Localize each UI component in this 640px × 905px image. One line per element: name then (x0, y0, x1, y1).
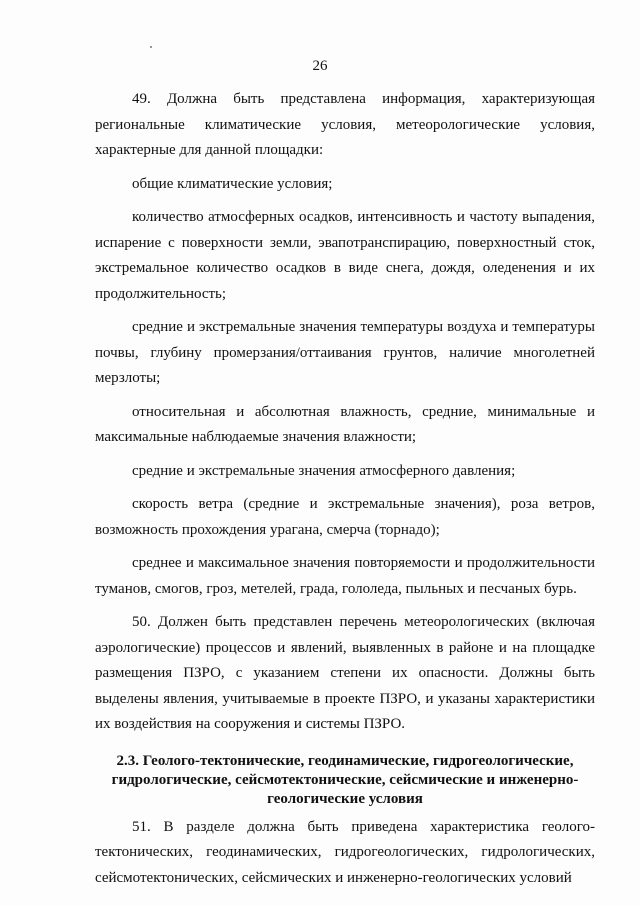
list-item-precipitation: количество атмосферных осадков, интенсивность и частоту выпадения, испарение с поверхности земли, эвапотранспирацию, поверхностный сток, экстремальное количество осадков в виде снега, дождя, оледенения и их продолжительность; (95, 209, 595, 302)
list-item-wind: скорость ветра (средние и экстремальные значения), роза ветров, возможность прохождения урагана, смерча (торнадо); (95, 496, 595, 538)
list-item-general-climate: общие климатические условия; (132, 175, 333, 192)
list-item-temperature: средние и экстремальные значения температуры воздуха и температуры почвы, глубину промерзания/оттаивания грунтов, наличие многолетней мерзлоты; (95, 319, 595, 386)
list-item-fog-storms: среднее и максимальное значения повторяемости и продолжительности туманов, смогов, гроз, метелей, града, гололеда, пыльных и песчаных бурь. (95, 555, 595, 597)
list-item-humidity: относительная и абсолютная влажность, средние, минимальные и максимальные наблюдаемые значения влажности; (95, 403, 595, 445)
page-body (95, 87, 595, 899)
list-item-pressure: средние и экстремальные значения атмосферного давления; (132, 462, 516, 479)
scan-speck (150, 46, 152, 48)
paragraph-51: 51. В разделе должна быть приведена характеристика геолого-тектонических, геодинамических, гидрогеологических, гидрологических, сейсмотектонических, сейсмических и инженерно-геологических условий (95, 818, 595, 886)
paragraph-50: 50. Должен быть представлен перечень метеорологических (включая аэрологические) процессов и явлений, выявленных в районе и на площадке размещения ПЗРО, с указанием степени их опасности. Должны быть выделены явления, учитываемые в проекте ПЗРО, и указаны характеристики их воздействия на сооружения и системы ПЗРО. (95, 614, 595, 732)
paragraph-49-intro: 49. Должна быть представлена информация, характеризующая региональные климатические условия, метеорологические условия, характерные для данной площадки: (95, 91, 595, 158)
page-number: 26 (312, 58, 328, 74)
section-heading-2-3: 2.3. Геолого-тектонические, геодинамические, гидрогеологические, гидрологические, сейсмотектонические, сейсмические и инженерно-геологические условия (111, 752, 579, 807)
